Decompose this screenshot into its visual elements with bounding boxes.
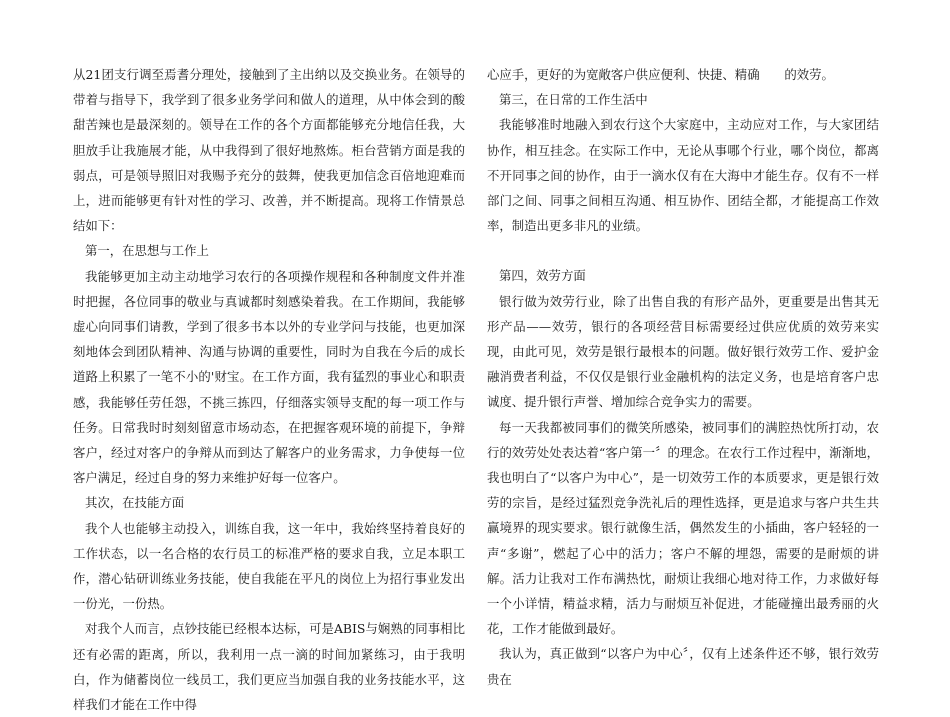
paragraph-daily-life: 我能够准时地融入到农行这个大家庭中，主动应对工作，与大家团结协作，相互挂念。在实际工作中，无论从事哪个行业，哪个岗位，都离不开同事之间的协作，由于一滴水仅有在大海中才能生存。仅有不一样部门之间、同事之间相互沟通、相互协作、团结全都，才能提高工作效率，制造出更多非凡的业绩。: [487, 117, 879, 234]
paragraph-thought-and-work: 我能够更加主动主动地学习农行的各项操作规程和各种制度文件并准时把握，各位同事的敬业与真诚都时刻感染着我。在工作期间，我能够虚心向同事们请教，学到了很多书本以外的专业学问与技能，也更加深刻地体会到团队精神、沟通与协调的重要性，同时为自我在今后的成长道路上积累了一笔不小的'财宝。在工作方面，我有猛烈的事业心和职责感，我能够任劳任怨，不挑三拣四，仔细落实领导支配的每一项工作与任务。日常我时时刻刻留意市场动态，在把握客观环境的前提下，争辩客户，经过对客户的争辩从而到达了解客户的业务需求，力争使每一位客户满足，经过自身的努力来维护好每一位客户。: [73, 268, 465, 486]
paragraph-intro: 从21团支行调至焉耆分理处，接触到了主出纳以及交换业务。在领导的带着与指导下，我学到了很多业务学问和做人的道理，从中体会到的酸甜苦辣也是最深刻的。领导在工作的各个方面都能够充分地信任我，大胆放手让我施展才能，从中我得到了很好地熬炼。柜台营销方面是我的弱点，可是领导照旧对我赐予充分的鼓舞，使我更加信念百倍地迎难而上，进而能够更有针对性的学习、改善，并不断提高。现将工作情景总结如下：: [73, 67, 465, 234]
left-column: [73, 62, 465, 717]
paragraph-conclusion: 我认为，真正做到“以客户为中心〞，仅有上述条件还不够，银行效劳贵在: [487, 646, 879, 687]
heading-daily-life: 第三，在日常的工作生活中: [499, 92, 648, 108]
paragraph-service: 银行做为效劳行业，除了出售自我的有形产品外，更重要是出售其无形产品——效劳，银行的各项经营目标需要经过供应优质的效劳来实现，由此可见，效劳是银行最根本的问题。做好银行效劳工作、爱护金融消费者利益，不仅仅是银行业金融机构的法定义务，也是培育客户忠诚度、提升银行声誉、增加综合竞争实力的需要。: [487, 293, 879, 410]
paragraph-skills: 我个人也能够主动投入，训练自我，这一年中，我始终坚持着良好的工作状态，以一名合格的农行员工的标准严格的要求自我，立足本职工作，潜心钻研训练业务技能，使自我能在平凡的岗位上为招行事业发出一份光，一份热。: [73, 520, 465, 612]
heading-thought-and-work: 第一，在思想与工作上: [85, 243, 209, 259]
heading-service: 第四，效劳方面: [499, 268, 586, 284]
paragraph-customer-first: 每一天我都被同事们的微笑所感染，被同事们的满腔热忱所打动，农行的效劳处处表达着“客户第一〞的理念。在农行工作过程中，渐渐地，我也明白了“以客户为中心”，是一切效劳工作的本质要求，更是银行效劳的宗旨，是经过猛烈竞争洗礼后的理性选择，更是追求与客户共生共赢境界的现实要求。银行就像生活，偶然发生的小插曲，客户轻轻的一声“多谢”，燃起了心中的活力；客户不解的埋怨，需要的是耐烦的讲解。活力让我对工作布满热忱，耐烦让我细心地对待工作，力求做好每一个小详情，精益求精，活力与耐烦互补促进，才能碰撞出最秀丽的火花，工作才能做到最好。: [487, 419, 879, 637]
heading-skills: 其次，在技能方面: [85, 495, 185, 511]
right-column: [487, 62, 879, 692]
paragraph-continuation: 心应手，更好的为宽敞客户供应便利、快捷、精确 的效劳。: [487, 67, 834, 82]
paragraph-skills-personal: 对我个人而言，点钞技能已经根本达标，可是ABIS与娴熟的同事相比还有必需的距离，所以，我利用一点一滴的时间加紧练习，由于我明白，作为储蓄岗位一线员工，我们更应当加强自我的业务技能水平，这样我们才能在工作中得: [73, 621, 465, 713]
